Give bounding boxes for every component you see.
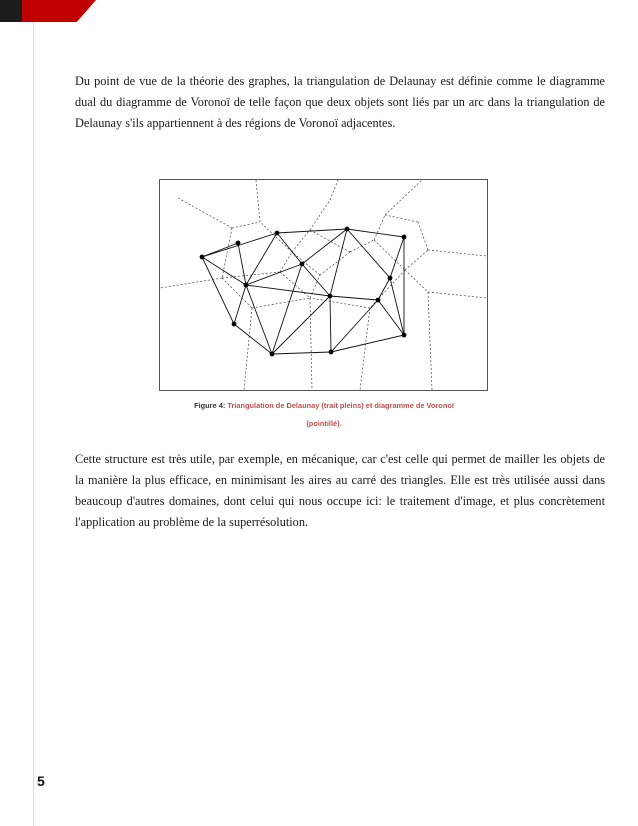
corner-dark-bar (0, 0, 22, 22)
figure-caption-line1 (160, 400, 488, 412)
paragraph-structure-usage: Cette structure est très utile, par exemple, en mécanique, car c'est celle qui permet de mailler les objets de la manière la plus efficace, en minimisant les aires au carré des triangles. Elle est très utilisée aussi dans beaucoup d'autres domaines, dont celui qui nous occupe ici: le traitement d'image, et plus concrètement l'application au problème de la superrésolution. (75, 452, 605, 529)
delaunay-voronoi-diagram (160, 180, 487, 390)
figure-caption-text: Triangulation de Delaunay (trait pleins) et diagramme de Voronoï (227, 401, 454, 410)
figure-label: Figure 4: (194, 401, 226, 410)
corner-red-banner (22, 0, 96, 22)
figure-delaunay-voronoi (159, 179, 488, 391)
figure-caption-line2: (pointillé). (306, 419, 342, 428)
page-number: 5 (37, 773, 45, 789)
voronoi-edges (160, 180, 487, 390)
delaunay-edges (202, 229, 404, 354)
left-margin-rule (33, 22, 34, 826)
paragraph-delaunay-definition: Du point de vue de la théorie des graphes, la triangulation de Delaunay est définie comme le diagramme dual du diagramme de Voronoï de telle façon que deux objets sont liés par un arc dans la triangulation de Delaunay s'ils appartiennent à des régions de Voronoï adjacentes. (75, 74, 605, 130)
